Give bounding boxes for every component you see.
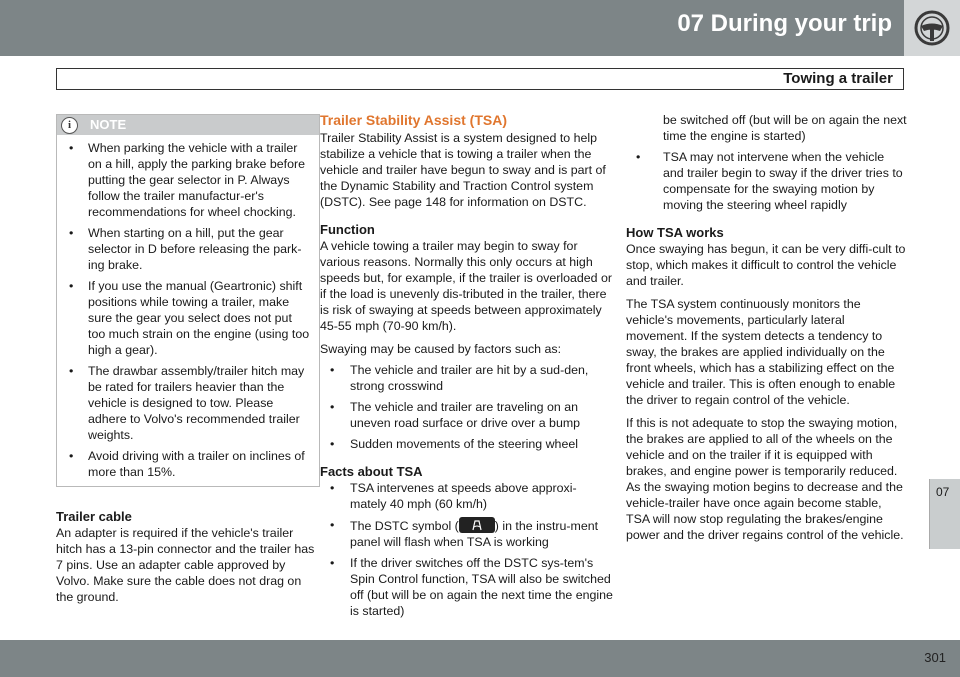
chapter-title: 07 During your trip [677,10,892,37]
side-tab-label: 07 [936,485,950,499]
trailer-cable-heading: Trailer cable [56,509,132,524]
note-box [56,114,320,487]
page-number: 301 [924,650,946,665]
section-title-bar [56,68,904,90]
column-middle [320,112,613,618]
swaying-item: • The vehicle and trailer are traveling on an uneven road surface or drive over a bump [320,399,613,431]
how-heading: How TSA works [626,225,724,240]
tsa-intro: Trailer Stability Assist is a system designed to help stabilize a vehicle that is towing a trailer when the vehicle and trailer have begun to sway and is part of the Dynamic Stability and Traction Control system (DSTC). See page 148 for information on DSTC. [320,131,606,209]
note-header [57,115,319,135]
note-item: • If you use the manual (Geartronic) shift positions while towing a trailer, make sure the gear you select does not put too much strain on the engine (using too high a gear). [57,278,311,358]
note-item: • The drawbar assembly/trailer hitch may be rated for trailers heavier than the vehicle is designed to tow. Please adhere to Volvo's recommended trailer weights. [57,363,311,443]
info-icon: i [61,117,78,134]
column-left [56,114,320,605]
note-label: NOTE [90,117,127,132]
facts-heading: Facts about TSA [320,464,423,479]
note-item: • When starting on a hill, put the gear selector in D before releasing the park-ing brake. [57,225,311,273]
how-paragraph: If this is not adequate to stop the swaying motion, the brakes are applied to all of the wheels on the vehicle and on the trailer if it is equipped with brakes, and engine power is temporarily reduced. As the swaying motion begins to decrease and the vehicle-trailer have once again become stable, TSA will now stop regulating the brakes/engine power and the driver regains control of the vehicle. [626,416,904,542]
swaying-list [320,362,613,452]
facts-item: • TSA may not intervene when the vehicle and trailer begin to sway if the driver tries to compensate for the swaying motion by moving the steering wheel rapidly [626,149,908,213]
how-paragraph: Once swaying has begun, it can be very diffi-cult to stop, which makes it difficult to control the vehicle and trailer. [626,242,906,288]
section-title: Towing a trailer [783,70,893,87]
chapter-side-tab [929,479,960,549]
column-right [626,112,908,543]
how-paragraph: The TSA system continuously monitors the vehicle's movements, particularly lateral movement. If the system detects a tendency to sway, the brakes are applied individually on the front wheels, which has a stabilizing effect on the vehicle and trailer. This is often enough to enable the driver to regain control of the vehicle. [626,297,896,407]
function-heading: Function [320,222,375,237]
facts-item [320,517,613,550]
chapter-header-bar [0,0,960,56]
facts-list-continued [626,149,908,213]
chapter-icon-box [904,0,960,56]
function-text: A vehicle towing a trailer may begin to sway for various reasons. Normally this only occurs at high speeds but, for example, if the trailer is overloaded or if the load is unevenly dis-tributed in the trailer, there is risk of swaying at speeds between approximately 45-55 mph (70-90 km/h). [320,239,613,333]
facts-list [320,480,613,618]
note-list [57,140,319,480]
facts-item: • TSA intervenes at speeds above approxi-mately 40 mph (60 km/h) [320,480,613,512]
dstc-symbol-icon [459,517,495,533]
facts-item-text: The DSTC symbol ( [350,519,459,533]
tsa-heading: Trailer Stability Assist (TSA) [320,112,507,128]
steering-wheel-icon [913,9,951,47]
swaying-item: • Sudden movements of the steering wheel [320,436,613,452]
footer-bar [0,640,960,677]
trailer-cable-text: An adapter is required if the vehicle's trailer hitch has a 13-pin connector and the trailer has 7 pins. Use an adapter cable approved by Volvo. Make sure the cable does not drag on the ground. [56,526,315,604]
swaying-text: Swaying may be caused by factors such as: [320,342,562,356]
note-item: • When parking the vehicle with a trailer on a hill, apply the parking brake before putting the gear selector in P. Always follow the trailer manufactur-er's recommendations for wheel chocking. [57,140,311,220]
facts-item-continued: be switched off (but will be on again the next time the engine is started) [663,113,907,143]
swaying-item: • The vehicle and trailer are hit by a sud-den, strong crosswind [320,362,613,394]
facts-item-text: ) in the instru-ment panel will flash when TSA is working [350,519,599,549]
note-item: • Avoid driving with a trailer on inclines of more than 15%. [57,448,311,480]
facts-item: • If the driver switches off the DSTC sys-tem's Spin Control function, TSA will also be switched off (but will be on again the next time the engine is started) [320,555,613,587]
